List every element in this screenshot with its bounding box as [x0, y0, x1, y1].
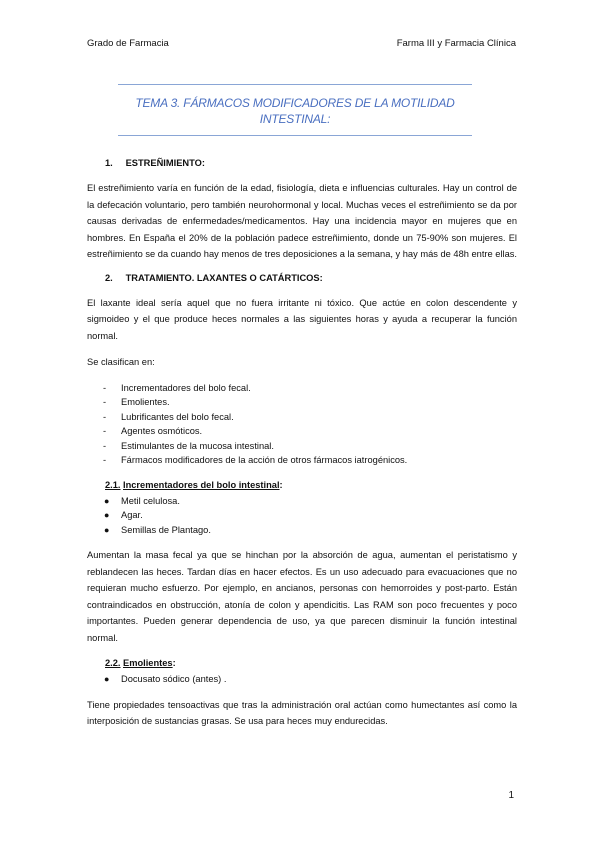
section-1-title: ESTREÑIMIENTO:: [125, 158, 205, 168]
list-item: [87, 523, 517, 538]
list-item: [87, 381, 517, 396]
subsection-2-1-paragraph: Aumentan la masa fecal ya que se hinchan por la absorción de agua, aumentan el peristatismo y reblandecen las heces. Tardan días en hacer efectos. Es un uso adecuado para evacuaciones que no requieran mucho esfuerzo. Por ejemplo, en ancianos, personas con hemorroides y post-parto. Están contraindicados en obstrucción, atonía de colon y apendicitis. Las RAM son poco frecuentes y poco importantes. Pueden generar dependencia de uso, ya que parecen disminuir la función intestinal normal.: [87, 550, 517, 643]
list-item: [87, 439, 517, 454]
title-line-2: INTESTINAL:: [259, 112, 331, 126]
list-item: [87, 395, 517, 410]
subsection-2-2-paragraph: Tiene propiedades tensoactivas que tras la administración oral actúan como humectantes así como la interposición de sustancias grasas. Se usa para heces muy endurecidas.: [87, 699, 517, 726]
subsection-2-2-heading: [105, 656, 517, 670]
emolientes-items-list: [87, 672, 517, 687]
subsection-2-2-number: 2.2.: [105, 658, 121, 668]
subsection-2-1-heading: [105, 478, 517, 492]
subsection-2-1-number: 2.1.: [105, 479, 121, 490]
title-rule-bottom: [118, 135, 472, 136]
list-item: [87, 508, 517, 523]
section-2-number: 2.: [105, 272, 113, 283]
dash-marker: -: [103, 397, 107, 407]
title-block: [118, 84, 472, 136]
list-item: [87, 410, 517, 425]
page-title: [118, 85, 472, 135]
section-1-paragraph: El estreñimiento varía en función de la edad, fisiología, dieta e influencias culturales. Hay un control de la defecación voluntario, pero también neurohormonal y local. Muchas veces el estreñimiento se da por causas derivadas de enfermedades/medicamentos. Hay una incidencia mayor en mujeres que en hombres. En España el 20% de la población padece estreñimiento, donde un 75-90% son mujeres. El estreñimiento se da cuando hay menos de tres deposiciones a la semana, y hay más de 48h entre ellas.: [87, 183, 517, 259]
page-number: 1: [508, 790, 514, 801]
section-2-heading: [105, 273, 517, 283]
header-left: Grado de Farmacia: [87, 38, 169, 49]
section-2-title: TRATAMIENTO. LAXANTES O CATÁRTICOS:: [125, 272, 323, 283]
list-item-text: Metil celulosa.: [121, 495, 180, 506]
section-1-number: 1.: [105, 158, 113, 168]
dash-marker: -: [103, 440, 107, 451]
header-right: Farma III y Farmacia Clínica: [396, 38, 516, 49]
list-item-text: Agentes osmóticos.: [121, 426, 203, 436]
document-body: [87, 158, 517, 740]
list-item-text: Emolientes.: [121, 397, 170, 407]
subsection-2-1-title: Incrementadores del bolo intestinal: [123, 479, 280, 490]
list-item: [87, 672, 517, 687]
list-item-text: Lubrificantes del bolo fecal.: [121, 411, 234, 422]
list-item: [87, 453, 517, 468]
bullet-icon: ●: [104, 495, 110, 506]
list-item: [87, 494, 517, 509]
bullet-icon: ●: [104, 524, 110, 535]
section-2-intro: El laxante ideal sería aquel que no fuera irritante ni tóxico. Que actúe en colon descendente y sigmoideo y el que produce heces normales a las siguientes horas y ayuda a recuperar la función normal.: [87, 297, 517, 341]
list-item-text: Agar.: [121, 510, 143, 520]
dash-marker: -: [103, 455, 107, 465]
bullet-icon: ●: [104, 674, 110, 684]
list-item-text: Docusato sódico (antes) .: [121, 674, 227, 684]
list-item-text: Fármacos modificadores de la acción de otros fármacos iatrogénicos.: [121, 455, 408, 465]
list-item-text: Estimulantes de la mucosa intestinal.: [121, 440, 274, 451]
classify-label: Se clasifican en:: [87, 357, 155, 367]
dash-marker: -: [103, 411, 107, 422]
classes-list: [87, 381, 517, 468]
list-item-text: Semillas de Plantago.: [121, 524, 211, 535]
list-item: [87, 424, 517, 439]
subsection-2-1-colon: :: [279, 479, 283, 490]
list-item-text: Incrementadores del bolo fecal.: [121, 382, 251, 393]
bullet-icon: ●: [104, 510, 110, 520]
dash-marker: -: [103, 382, 107, 393]
subsection-2-2-colon: :: [172, 658, 176, 668]
subsection-2-2-title: Emolientes: [123, 658, 173, 668]
dash-marker: -: [103, 426, 107, 436]
bolo-items-list: [87, 494, 517, 538]
title-line-1: TEMA 3. FÁRMACOS MODIFICADORES DE LA MOTILIDAD: [135, 96, 455, 110]
section-1-heading: [105, 158, 517, 168]
